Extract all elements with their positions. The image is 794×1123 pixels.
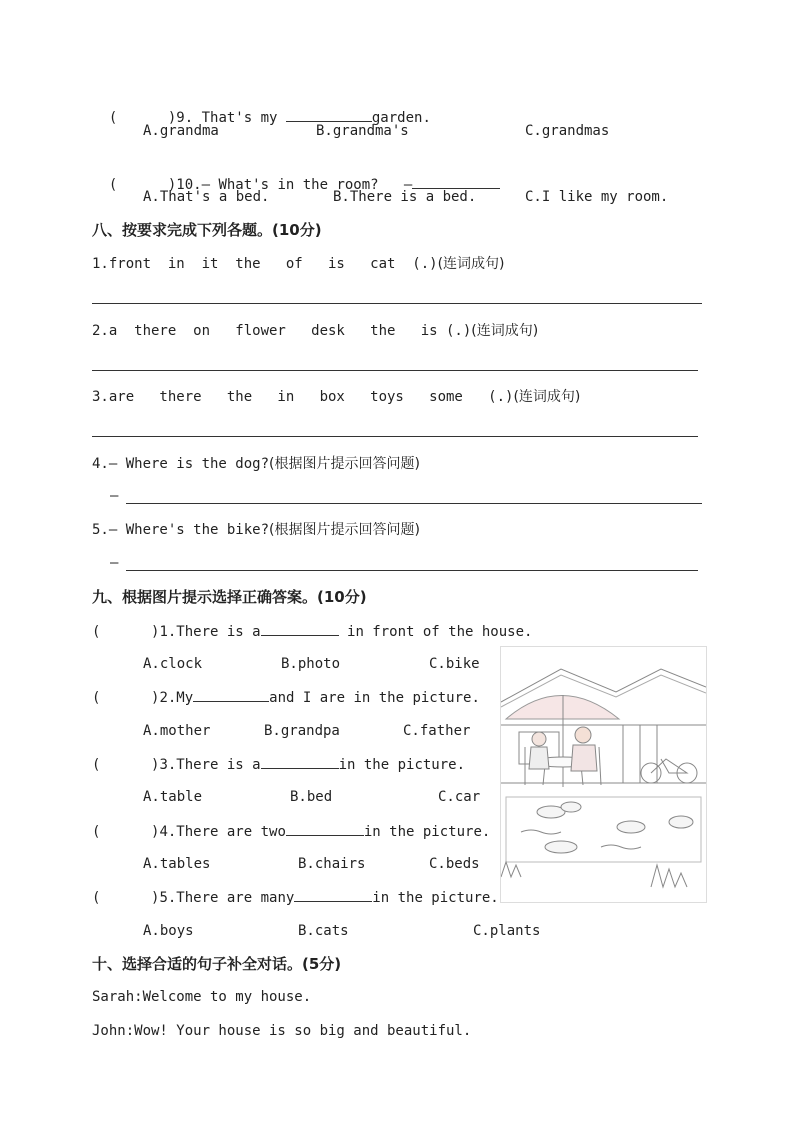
s9-q2-option-a[interactable]: A.mother — [143, 723, 211, 739]
dialogue-line-2: John:Wow! Your house is so big and beautiful. — [92, 1023, 472, 1039]
s9-question-3: ( )3.There is a in the picture. — [92, 754, 465, 775]
answer-blank[interactable] — [286, 107, 372, 122]
s9-q3-option-c[interactable]: C.car — [438, 789, 481, 805]
grass — [501, 862, 687, 887]
s8-question-5: 5.— Where's the bike?(根据图片提示回答问题) — [92, 522, 420, 538]
answer-paren[interactable]: ( ) — [108, 110, 177, 126]
garden-scene-illustration — [500, 646, 707, 903]
section-8-heading: 八、按要求完成下列各题。(10分) — [92, 221, 322, 239]
garden-scene-drawing — [501, 647, 706, 902]
answer-blank[interactable] — [261, 621, 339, 636]
s8-q4-answer-line[interactable] — [126, 503, 702, 504]
answer-paren[interactable]: ( ) — [92, 690, 160, 706]
answer-paren[interactable]: ( ) — [92, 890, 160, 906]
s9-question-2: ( )2.My and I are in the picture. — [92, 687, 480, 708]
s8-q3-answer-line[interactable] — [92, 436, 698, 437]
q9-option-c[interactable]: C.grandmas — [525, 123, 610, 139]
s8-q2-answer-line[interactable] — [92, 370, 698, 371]
s9-q1-option-b[interactable]: B.photo — [281, 656, 341, 672]
s8-question-4: 4.— Where is the dog?(根据图片提示回答问题) — [92, 456, 420, 472]
s9-question-5: ( )5.There are many in the picture. — [92, 887, 499, 908]
s9-q1-option-a[interactable]: A.clock — [143, 656, 203, 672]
q9-option-b[interactable]: B.grandma's — [316, 123, 409, 139]
s8-q5-answer-line[interactable] — [126, 570, 698, 571]
s8-q4-dash: — — [110, 488, 119, 504]
person-left — [532, 732, 546, 746]
question-10: ( )10.— What's in the room? — — [92, 154, 500, 195]
s9-q5-option-a[interactable]: A.boys — [143, 923, 194, 939]
s9-q5-option-b[interactable]: B.cats — [298, 923, 349, 939]
s8-q5-dash: — — [110, 555, 119, 571]
dialogue-line-1: Sarah:Welcome to my house. — [92, 989, 312, 1005]
q10-option-a[interactable]: A.That's a bed. — [143, 189, 270, 205]
s9-q2-option-c[interactable]: C.father — [403, 723, 471, 739]
q10-option-c[interactable]: C.I like my room. — [525, 189, 669, 205]
house-roof — [501, 669, 706, 702]
person-right — [575, 727, 591, 743]
s8-q1-answer-line[interactable] — [92, 303, 702, 304]
answer-blank[interactable] — [261, 754, 339, 769]
q9-option-a[interactable]: A.grandma — [143, 123, 219, 139]
section-9-heading: 九、根据图片提示选择正确答案。(10分) — [92, 588, 367, 606]
s8-question-3: 3.are there the in box toys some (.)(连词成句) — [92, 389, 581, 405]
pond — [506, 797, 701, 862]
s9-q4-option-c[interactable]: C.beds — [429, 856, 480, 872]
s9-q4-option-a[interactable]: A.tables — [143, 856, 211, 872]
question-9: ( )9. That's my garden. — [92, 87, 431, 128]
answer-blank[interactable] — [286, 821, 364, 836]
q10-option-b[interactable]: B.There is a bed. — [333, 189, 477, 205]
answer-blank[interactable] — [193, 687, 269, 702]
s8-question-1: 1.front in it the of is cat (.)(连词成句) — [92, 256, 505, 272]
s9-question-1: ( )1.There is a in front of the house. — [92, 621, 532, 642]
s9-q3-option-a[interactable]: A.table — [143, 789, 203, 805]
s9-question-4: ( )4.There are two in the picture. — [92, 821, 490, 842]
s8-question-2: 2.a there on flower desk the is (.)(连词成句) — [92, 323, 539, 339]
answer-paren[interactable]: ( ) — [92, 757, 160, 773]
s9-q5-option-c[interactable]: C.plants — [473, 923, 541, 939]
s9-q3-option-b[interactable]: B.bed — [290, 789, 333, 805]
section-10-heading: 十、选择合适的句子补全对话。(5分) — [92, 955, 342, 973]
answer-paren[interactable]: ( ) — [92, 824, 160, 840]
s9-q1-option-c[interactable]: C.bike — [429, 656, 480, 672]
answer-paren[interactable]: ( ) — [92, 624, 160, 640]
s9-q2-option-b[interactable]: B.grandpa — [264, 723, 340, 739]
answer-paren[interactable]: ( ) — [108, 177, 177, 193]
answer-blank[interactable] — [294, 887, 372, 902]
s9-q4-option-b[interactable]: B.chairs — [298, 856, 366, 872]
